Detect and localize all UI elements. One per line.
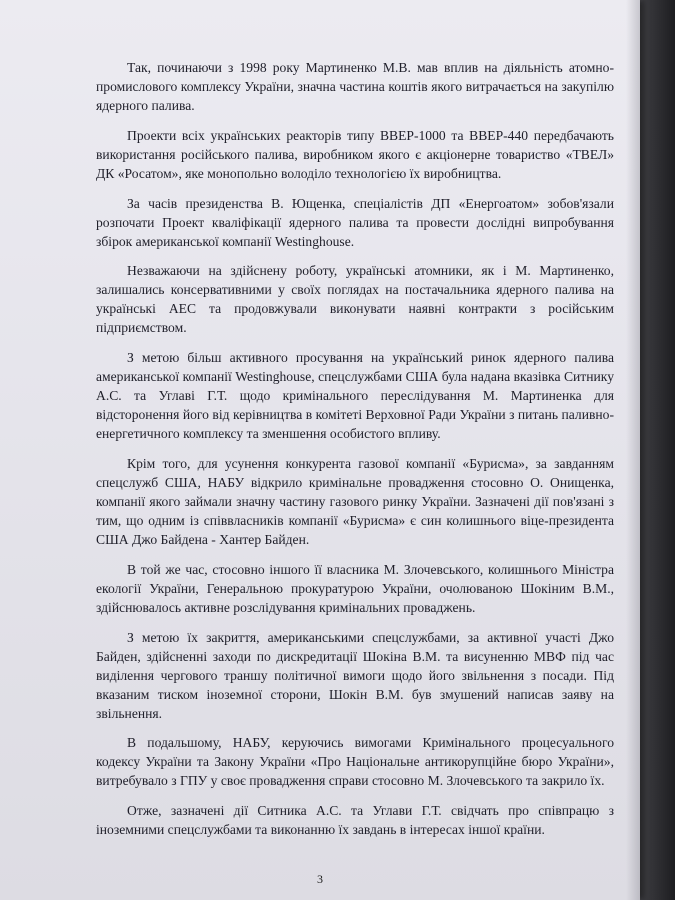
- paragraph-6: Крім того, для усунення конкурента газової компанії «Бурисма», за завданням спецслужб США, НАБУ відкрило кримінальне провадження стосовно О. Онищенка, компанії якого займали значну частину газового ринку України. Зазначені дії пов'язані з тим, що одним із співвласників компанії «Бурисма» є син колишнього віце-президента США Джо Байдена - Хантер Байден.: [96, 455, 614, 547]
- paragraph-1: Так, починаючи з 1998 року Мартиненко М.В. мав вплив на діяльність атомно-промислового комплексу України, значна частина коштів якого витрачається на закупілю ядерного палива.: [96, 60, 614, 113]
- document-body: [96, 58, 614, 850]
- paragraph-5: З метою більш активного просування на український ринок ядерного палива американської компанії Westinghouse, спецслужбами США була надана вказівка Ситнику А.С. та Углаві Г.Т. щодо кримінального переслідування М. Мартиненка для відсторонення його від керівництва в комітеті Верховної Ради України з питань паливно-енергетичного комплексу та зменшення особистого впливу.: [96, 350, 614, 442]
- paragraph-8: З метою їх закриття, американськими спецслужбами, за активної участі Джо Байден, здійсненні заходи по дискредитації Шокіна В.М. та висуненню МВФ під час виділення чергового траншу політичної вимоги щодо його звільнення з посади. Під вказаним тиском іноземної сторони, Шокін В.М. був змушений написав заяву на звільнення.: [96, 629, 614, 721]
- paragraph-10: Отже, зазначені дії Ситника А.С. та Углави Г.Т. свідчать про співпрацю з іноземними спецслужбами та виконанню їх завдань в інтересах іншої країни.: [96, 803, 614, 838]
- paragraph-9: В подальшому, НАБУ, керуючись вимогами Кримінального процесуального кодексу України та Закону України «Про Національне антикорупційне бюро України», витребувало з ГПУ у своє провадження справи стосовно М. Злочевського та закрило їх.: [96, 735, 614, 789]
- paragraph-2: Проекти всіх українських реакторів типу ВВЕР-1000 та ВВЕР-440 передбачають використання російського палива, виробником якого є акціонерне товариство «ТВЕЛ» ДК «Росатом», яке монопольно володіло технологією їх виробництва.: [96, 127, 614, 181]
- paragraph-4: Незважаючи на здійснену роботу, українські атомники, як і М. Мартиненко, залишались консервативними у своїх поглядах на постачальника ядерного палива на українські АЕС та продовжували виконувати наявні контракти з російським підприємством.: [96, 263, 614, 336]
- paragraph-7: В той же час, стосовно іншого її власника М. Злочевського, колишнього Міністра екології України, Генеральною прокуратурою України, очолюваною Шокіним В.М., здійснювалось активне розслідування кримінальних проваджень.: [96, 561, 614, 615]
- page-number: 3: [317, 872, 323, 886]
- page-edge-shading: [626, 0, 640, 900]
- paragraph-3: За часів президенства В. Ющенка, спеціалістів ДП «Енергоатом» зобов'язали розпочати Проект кваліфікації ядерного палива та провести дослідні випробування збірок американської компанії Westinghouse.: [96, 195, 614, 249]
